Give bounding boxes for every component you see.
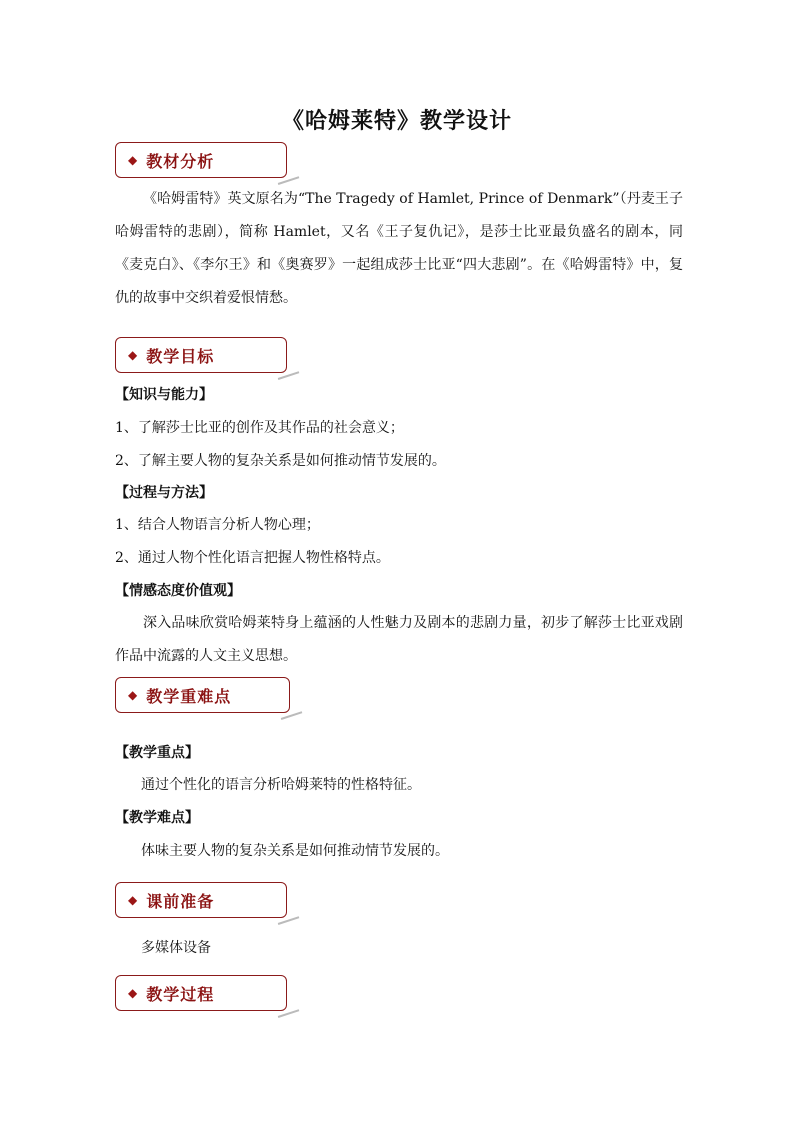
- diamond-icon: ◆: [128, 153, 138, 167]
- section-heading-analysis: [115, 142, 287, 178]
- section-heading-prep: [115, 882, 287, 918]
- section-heading-label: 课前准备: [146, 891, 215, 911]
- subheading-knowledge: 【知识与能力】: [115, 387, 213, 403]
- diamond-icon: ◆: [128, 688, 138, 702]
- diamond-icon: ◆: [128, 348, 138, 362]
- list-item: 1、了解莎士比亚的创作及其作品的社会意义；: [115, 420, 404, 436]
- section-heading-process: [115, 975, 287, 1011]
- emotion-paragraph: 深入品味欣赏哈姆莱特身上蕴涵的人性魅力及剧本的悲剧力量，初步了解莎士比亚戏剧作品中流露的人文主义思想。: [115, 615, 683, 664]
- section-heading-label: 教学重难点: [146, 686, 232, 706]
- page-title: 《哈姆莱特》教学设计: [281, 108, 512, 134]
- diamond-icon: ◆: [128, 893, 138, 907]
- subheading-focus: 【教学重点】: [115, 745, 199, 761]
- subheading-process: 【过程与方法】: [115, 485, 213, 501]
- section-heading-label: 教材分析: [146, 151, 215, 171]
- list-item: 2、通过人物个性化语言把握人物性格特点。: [115, 550, 390, 566]
- section-heading-label: 教学过程: [146, 984, 215, 1004]
- prep-text: 多媒体设备: [141, 940, 211, 956]
- diamond-icon: ◆: [128, 986, 138, 1000]
- section-heading-goals: [115, 337, 287, 373]
- difficulty-text: 体味主要人物的复杂关系是如何推动情节发展的。: [141, 843, 449, 859]
- list-item: 1、结合人物语言分析人物心理；: [115, 517, 320, 533]
- subheading-difficulty: 【教学难点】: [115, 810, 199, 826]
- focus-text: 通过个性化的语言分析哈姆莱特的性格特征。: [141, 777, 421, 793]
- analysis-paragraph: 《哈姆雷特》英文原名为“The Tragedy of Hamlet, Prince of Denmark”（丹麦王子哈姆雷特的悲剧），简称 Hamlet，又名《王子复仇记》，是莎士比亚最负盛名的剧本，同《麦克白》、《李尔王》和《奥赛罗》一起组成莎士比亚“四大悲剧”。在《哈姆雷特》中，复仇的故事中交织着爱恨情愁。: [115, 191, 683, 306]
- list-item: 2、了解主要人物的复杂关系是如何推动情节发展的。: [115, 453, 446, 469]
- subheading-emotion: 【情感态度价值观】: [115, 583, 241, 599]
- section-heading-label: 教学目标: [146, 346, 215, 366]
- section-heading-keypoints: [115, 677, 290, 713]
